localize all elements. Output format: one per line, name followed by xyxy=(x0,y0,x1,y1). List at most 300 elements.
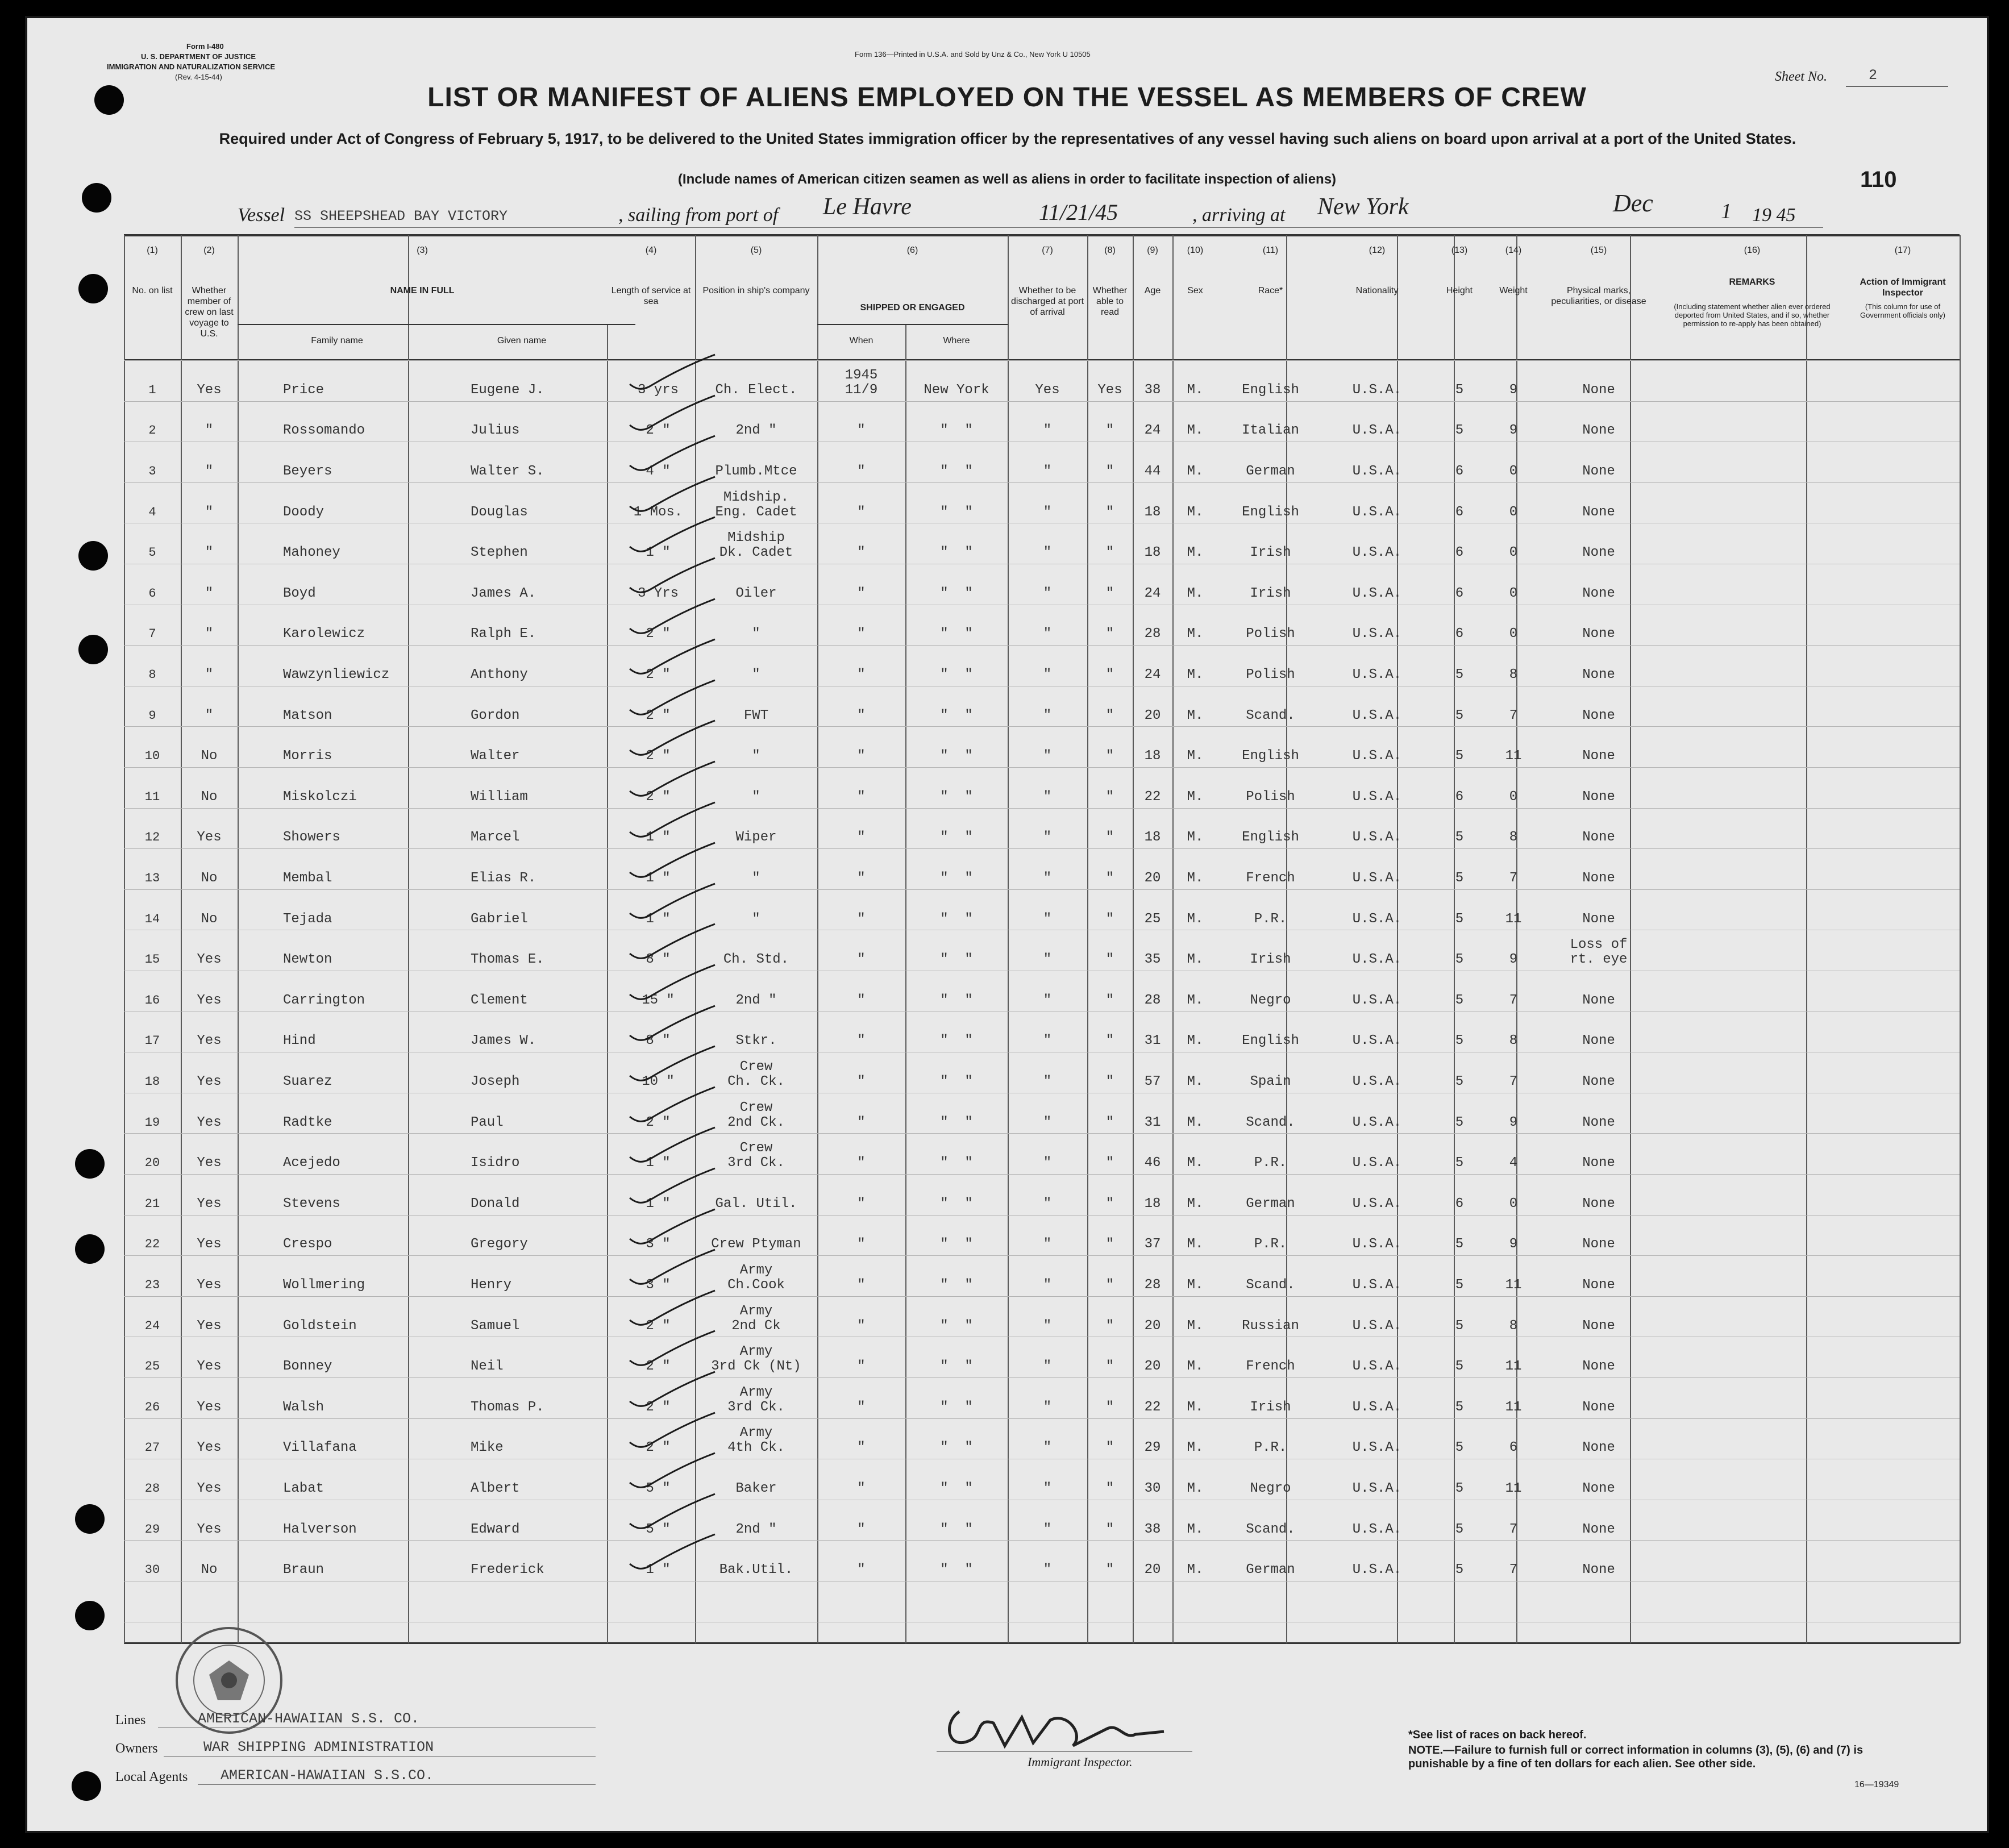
cell-service: 2 " xyxy=(646,789,671,805)
cell-position: Army 3rd Ck (Nt) xyxy=(711,1344,801,1375)
cell-read: " xyxy=(1105,464,1114,479)
row-rule xyxy=(124,726,1960,727)
cell-where: " " xyxy=(940,1033,973,1049)
cell-given: James W. xyxy=(471,1033,536,1049)
cell-when: " xyxy=(857,423,866,439)
cell-weight: 0 xyxy=(1509,464,1518,479)
cell-read: " xyxy=(1105,1237,1114,1252)
cell-no: 16 xyxy=(144,993,160,1008)
cell-service: 1 " xyxy=(646,830,671,846)
cell-prev: Yes xyxy=(197,1155,222,1171)
cell-position: Ch. Std. xyxy=(723,952,789,968)
cell-family: Suarez xyxy=(283,1074,332,1089)
cell-sex: M. xyxy=(1187,1562,1204,1578)
cell-read: " xyxy=(1105,789,1114,805)
cell-given: Julius xyxy=(471,423,520,439)
check-mark xyxy=(624,634,721,679)
cell-height: 5 xyxy=(1455,1318,1464,1334)
column-label: Whether able to read xyxy=(1092,286,1128,317)
cell-given: Neil xyxy=(471,1359,504,1375)
cell-weight: 9 xyxy=(1509,382,1518,398)
cell-read: " xyxy=(1105,1318,1114,1334)
cell-when: " xyxy=(857,626,866,642)
cell-given: Eugene J. xyxy=(471,382,544,398)
cell-no: 2 xyxy=(148,423,156,438)
check-mark xyxy=(624,511,721,557)
cell-age: 30 xyxy=(1144,1481,1161,1496)
check-mark xyxy=(624,715,721,760)
cell-age: 24 xyxy=(1144,585,1161,601)
cell-family: Rossomando xyxy=(283,423,365,439)
row-rule xyxy=(124,808,1960,809)
row-rule xyxy=(124,360,1960,361)
cell-service: 3 " xyxy=(646,1237,671,1252)
cell-position: " xyxy=(752,748,760,764)
cell-nationality: U.S.A. xyxy=(1352,1196,1402,1212)
cell-discharged: " xyxy=(1043,1074,1052,1089)
subtitle: Required under Act of Congress of February 5, 1917, to be delivered to the United States immigration officer by the representatives of any vessel having such aliens on board upon arrival at a port of the United States. xyxy=(219,130,1796,147)
cell-position: 2nd " xyxy=(735,992,777,1008)
cell-height: 5 xyxy=(1455,1114,1464,1130)
cell-discharged: " xyxy=(1043,626,1052,642)
cell-height: 5 xyxy=(1455,1359,1464,1375)
cell-race: Scand. xyxy=(1246,1277,1295,1293)
cell-where: " " xyxy=(940,1521,973,1537)
row-rule xyxy=(124,1174,1960,1175)
cell-sex: M. xyxy=(1187,789,1204,805)
cell-no: 15 xyxy=(144,952,160,967)
cell-discharged: Yes xyxy=(1035,382,1060,398)
column-label: Physical marks, peculiarities, or disease xyxy=(1551,286,1646,306)
table-top-rule xyxy=(124,234,1960,236)
cell-nationality: U.S.A. xyxy=(1352,1318,1402,1334)
cell-marks: None xyxy=(1582,992,1615,1008)
cell-given: Isidro xyxy=(471,1155,520,1171)
check-mark xyxy=(624,878,721,923)
cell-no: 7 xyxy=(148,627,156,642)
cell-race: German xyxy=(1246,1196,1295,1212)
cell-where: " " xyxy=(940,1277,973,1293)
cell-family: Wawzynliewicz xyxy=(283,667,390,682)
cell-read: " xyxy=(1105,1399,1114,1415)
cell-marks: None xyxy=(1582,585,1615,601)
cell-no: 8 xyxy=(148,668,156,682)
cell-service: 2 " xyxy=(646,1359,671,1375)
cell-no: 1 xyxy=(148,382,156,397)
cell-race: English xyxy=(1242,1033,1299,1049)
cell-when: " xyxy=(857,1481,866,1496)
cell-when: " xyxy=(857,871,866,886)
cell-age: 20 xyxy=(1144,1318,1161,1334)
cell-read: " xyxy=(1105,748,1114,764)
column-rule xyxy=(1087,235,1088,1643)
cell-where: " " xyxy=(940,1237,973,1252)
cell-service: 5 " xyxy=(646,1481,671,1496)
failure-note: NOTE.—Failure to furnish full or correct information in columns (3), (5), (6) and (7) is punishable by a fine of ten dollars for each alien. See other side. xyxy=(1408,1744,1864,1770)
column-rule xyxy=(817,235,818,1643)
cell-position: Crew 3rd Ck. xyxy=(727,1141,785,1171)
cell-where: " " xyxy=(940,1318,973,1334)
cell-sex: M. xyxy=(1187,464,1204,479)
cell-service: 2 " xyxy=(646,1399,671,1415)
cell-sex: M. xyxy=(1187,626,1204,642)
cell-height: 5 xyxy=(1455,992,1464,1008)
owners-label: Owners xyxy=(115,1741,158,1756)
cell-marks: None xyxy=(1582,1033,1615,1049)
check-mark xyxy=(624,1325,721,1371)
cell-height: 6 xyxy=(1455,504,1464,520)
cell-position: Crew 2nd Ck. xyxy=(727,1100,785,1130)
cell-race: P.R. xyxy=(1254,1440,1287,1456)
cell-where: " " xyxy=(940,871,973,886)
cell-service: 2 " xyxy=(646,1318,671,1334)
port-from: Le Havre xyxy=(823,194,912,220)
row-rule xyxy=(124,1133,1960,1134)
cell-given: Ralph E. xyxy=(471,626,536,642)
cell-age: 18 xyxy=(1144,1196,1161,1212)
cell-no: 19 xyxy=(144,1115,160,1130)
cell-discharged: " xyxy=(1043,707,1052,723)
cell-height: 5 xyxy=(1455,707,1464,723)
cell-service: 2 " xyxy=(646,626,671,642)
column-subtext: (Including statement whether alien ever ordered deported from United States, and if so, whether permission to re-apply has been obtained) xyxy=(1674,302,1831,328)
cell-age: 18 xyxy=(1144,504,1161,520)
cell-no: 23 xyxy=(144,1278,160,1292)
cell-position: " xyxy=(752,626,760,642)
cell-prev: " xyxy=(205,504,214,520)
cell-race: Russian xyxy=(1242,1318,1299,1334)
cell-sex: M. xyxy=(1187,871,1204,886)
cell-where: " " xyxy=(940,1359,973,1375)
cell-sex: M. xyxy=(1187,748,1204,764)
cell-sex: M. xyxy=(1187,1399,1204,1415)
cell-service: 3 " xyxy=(646,1277,671,1293)
cell-family: Newton xyxy=(283,952,332,968)
cell-where: " " xyxy=(940,464,973,479)
cell-sex: M. xyxy=(1187,382,1204,398)
cell-service: 5 " xyxy=(646,1521,671,1537)
cell-prev: Yes xyxy=(197,1237,222,1252)
column-label: Whether member of crew on last voyage to U.S. xyxy=(185,286,234,339)
cell-age: 24 xyxy=(1144,667,1161,682)
cell-family: Hind xyxy=(283,1033,316,1049)
cell-race: French xyxy=(1246,871,1295,886)
cell-race: Scand. xyxy=(1246,707,1295,723)
cell-when: " xyxy=(857,1277,866,1293)
cell-sex: M. xyxy=(1187,952,1204,968)
voyage-underline xyxy=(294,227,1823,228)
cell-family: Crespo xyxy=(283,1237,332,1252)
cell-service: 1 " xyxy=(646,545,671,561)
cell-when: " xyxy=(857,789,866,805)
column-label: Race* xyxy=(1258,286,1283,295)
cell-position: Midship Dk. Cadet xyxy=(719,530,793,561)
cell-sex: M. xyxy=(1187,1521,1204,1537)
cell-service: 1 " xyxy=(646,1562,671,1578)
cell-family: Wollmering xyxy=(283,1277,365,1293)
column-number: (13) xyxy=(1451,245,1468,255)
cell-no: 22 xyxy=(144,1237,160,1252)
check-mark xyxy=(624,1366,721,1412)
cell-family: Beyers xyxy=(283,464,332,479)
cell-position: " xyxy=(752,789,760,805)
cell-discharged: " xyxy=(1043,545,1052,561)
cell-position: Wiper xyxy=(735,830,777,846)
cell-age: 35 xyxy=(1144,952,1161,968)
cell-prev: No xyxy=(201,1562,218,1578)
cell-sex: M. xyxy=(1187,1440,1204,1456)
cell-nationality: U.S.A. xyxy=(1352,1114,1402,1130)
check-mark xyxy=(624,918,721,964)
cell-read: " xyxy=(1105,667,1114,682)
cell-height: 5 xyxy=(1455,382,1464,398)
check-mark xyxy=(624,1000,721,1049)
cell-prev: Yes xyxy=(197,1074,222,1089)
column-number: (9) xyxy=(1147,245,1158,255)
cell-marks: None xyxy=(1582,830,1615,846)
cell-family: Matson xyxy=(283,707,332,723)
cell-age: 20 xyxy=(1144,1562,1161,1578)
cell-weight: 7 xyxy=(1509,1074,1518,1089)
cell-marks: None xyxy=(1582,1237,1615,1252)
cell-weight: 0 xyxy=(1509,626,1518,642)
cell-weight: 0 xyxy=(1509,789,1518,805)
column-label: Action of Immigrant Inspector xyxy=(1860,277,1946,298)
cell-height: 6 xyxy=(1455,1196,1464,1212)
cell-when: " xyxy=(857,545,866,561)
cell-when: " xyxy=(857,585,866,601)
cell-no: 25 xyxy=(144,1359,160,1374)
arrival-day: 1 xyxy=(1721,199,1732,223)
cell-age: 20 xyxy=(1144,707,1161,723)
cell-read: " xyxy=(1105,585,1114,601)
cell-prev: Yes xyxy=(197,830,222,846)
cell-nationality: U.S.A. xyxy=(1352,830,1402,846)
cell-race: English xyxy=(1242,382,1299,398)
cell-given: Anthony xyxy=(471,667,528,682)
punch-hole xyxy=(75,1504,105,1534)
cell-age: 25 xyxy=(1144,911,1161,927)
cell-prev: " xyxy=(205,464,214,479)
cell-where: " " xyxy=(940,545,973,561)
cell-when: " xyxy=(857,1033,866,1049)
cell-given: Elias R. xyxy=(471,871,536,886)
cell-read: " xyxy=(1105,1359,1114,1375)
cell-family: Boyd xyxy=(283,585,316,601)
cell-given: Walter xyxy=(471,748,520,764)
column-rule xyxy=(1960,235,1961,1643)
page-title: LIST OR MANIFEST OF ALIENS EMPLOYED ON THE VESSEL AS MEMBERS OF CREW xyxy=(427,82,1587,113)
column-number: (2) xyxy=(203,245,215,255)
cell-prev: " xyxy=(205,626,214,642)
date-sailed: 11/21/45 xyxy=(1039,199,1118,225)
cell-where: " " xyxy=(940,626,973,642)
cell-height: 5 xyxy=(1455,1033,1464,1049)
cell-discharged: " xyxy=(1043,911,1052,927)
cell-sex: M. xyxy=(1187,1033,1204,1049)
cell-nationality: U.S.A. xyxy=(1352,585,1402,601)
check-mark xyxy=(624,349,721,394)
cell-weight: 9 xyxy=(1509,423,1518,439)
cell-position: Army 2nd Ck xyxy=(731,1303,781,1334)
cell-nationality: U.S.A. xyxy=(1352,1155,1402,1171)
punch-hole xyxy=(75,1601,105,1630)
agents-underline xyxy=(198,1784,596,1785)
row-rule xyxy=(124,1255,1960,1256)
column-number: (7) xyxy=(1042,245,1053,255)
cell-weight: 0 xyxy=(1509,1196,1518,1212)
cell-family: Miskolczi xyxy=(283,789,357,805)
cell-race: P.R. xyxy=(1254,1155,1287,1171)
check-mark xyxy=(624,1488,721,1534)
column-rule xyxy=(1397,235,1398,1643)
check-mark xyxy=(624,430,721,476)
cell-position: 2nd " xyxy=(735,423,777,439)
cell-race: English xyxy=(1242,830,1299,846)
cell-prev: Yes xyxy=(197,382,222,398)
cell-family: Labat xyxy=(283,1481,325,1496)
column-rule xyxy=(1286,235,1287,1643)
cell-marks: None xyxy=(1582,667,1615,682)
cell-service: 2 " xyxy=(646,707,671,723)
cell-no: 13 xyxy=(144,871,160,885)
cell-weight: 4 xyxy=(1509,1155,1518,1171)
cell-where: New York xyxy=(924,382,989,398)
cell-service: 3 yrs xyxy=(637,382,679,398)
cell-weight: 8 xyxy=(1509,830,1518,846)
column-rule xyxy=(1516,235,1517,1643)
cell-when: " xyxy=(857,1440,866,1456)
cell-sex: M. xyxy=(1187,545,1204,561)
column-label: Whether to be discharged at port of arrival xyxy=(1010,286,1084,317)
cell-given: Joseph xyxy=(471,1074,520,1089)
cell-position: Ch. Elect. xyxy=(715,382,797,398)
column-sublabel: Given name xyxy=(497,336,547,346)
cell-prev: Yes xyxy=(197,1399,222,1415)
cell-service: 2 " xyxy=(646,1440,671,1456)
column-label: REMARKS xyxy=(1729,277,1775,287)
cell-given: Donald xyxy=(471,1196,520,1212)
row-rule xyxy=(124,1418,1960,1419)
check-mark xyxy=(624,1407,721,1452)
cell-discharged: " xyxy=(1043,1359,1052,1375)
row-rule xyxy=(124,848,1960,849)
cell-sex: M. xyxy=(1187,1481,1204,1496)
cell-age: 28 xyxy=(1144,1277,1161,1293)
cell-where: " " xyxy=(940,952,973,968)
cell-discharged: " xyxy=(1043,1237,1052,1252)
cell-where: " " xyxy=(940,1155,973,1171)
cell-marks: None xyxy=(1582,871,1615,886)
cell-sex: M. xyxy=(1187,707,1204,723)
cell-prev: Yes xyxy=(197,1521,222,1537)
cell-family: Mahoney xyxy=(283,545,340,561)
cell-race: Irish xyxy=(1250,585,1291,601)
cell-nationality: U.S.A. xyxy=(1352,1033,1402,1049)
cell-race: English xyxy=(1242,748,1299,764)
cell-marks: None xyxy=(1582,382,1615,398)
column-rule xyxy=(1172,235,1174,1643)
punch-hole xyxy=(75,1234,105,1264)
cell-read: " xyxy=(1105,1033,1114,1049)
check-mark xyxy=(624,1122,721,1167)
cell-position: Bak.Util. xyxy=(719,1562,793,1578)
cell-given: Stephen xyxy=(471,545,528,561)
cell-discharged: " xyxy=(1043,1196,1052,1212)
cell-when: " xyxy=(857,707,866,723)
cell-height: 5 xyxy=(1455,911,1464,927)
cell-discharged: " xyxy=(1043,1562,1052,1578)
row-rule xyxy=(124,1540,1960,1541)
cell-no: 11 xyxy=(144,789,160,804)
cell-read: " xyxy=(1105,1114,1114,1130)
cell-discharged: " xyxy=(1043,1114,1052,1130)
cell-height: 5 xyxy=(1455,1562,1464,1578)
cell-sex: M. xyxy=(1187,667,1204,682)
port-to: New York xyxy=(1317,194,1409,220)
row-rule xyxy=(124,1296,1960,1297)
check-mark xyxy=(624,1040,721,1086)
cell-discharged: " xyxy=(1043,585,1052,601)
cell-read: " xyxy=(1105,1440,1114,1456)
cell-discharged: " xyxy=(1043,667,1052,682)
cell-age: 20 xyxy=(1144,871,1161,886)
cell-weight: 8 xyxy=(1509,1033,1518,1049)
cell-when: " xyxy=(857,1318,866,1334)
cell-height: 5 xyxy=(1455,1237,1464,1252)
cell-position: " xyxy=(752,911,760,927)
cell-prev: Yes xyxy=(197,1277,222,1293)
cell-weight: 0 xyxy=(1509,585,1518,601)
cell-position: Plumb.Mtce xyxy=(715,464,797,479)
column-number: (15) xyxy=(1590,245,1607,255)
cell-marks: None xyxy=(1582,707,1615,723)
column-sublabel: When xyxy=(849,336,874,346)
check-mark xyxy=(624,837,721,883)
cell-where: " " xyxy=(940,911,973,927)
cell-given: Marcel xyxy=(471,830,520,846)
cell-age: 57 xyxy=(1144,1074,1161,1089)
cell-height: 6 xyxy=(1455,464,1464,479)
form-id: Form I-480 xyxy=(186,42,224,51)
cell-age: 38 xyxy=(1144,1521,1161,1537)
cell-prev: Yes xyxy=(197,1318,222,1334)
cell-weight: 8 xyxy=(1509,667,1518,682)
cell-age: 31 xyxy=(1144,1033,1161,1049)
cell-no: 27 xyxy=(144,1441,160,1455)
column-number: (1) xyxy=(147,245,158,255)
cell-marks: None xyxy=(1582,1196,1615,1212)
column-number: (8) xyxy=(1104,245,1116,255)
cell-read: " xyxy=(1105,626,1114,642)
cell-nationality: U.S.A. xyxy=(1352,1399,1402,1415)
check-mark xyxy=(624,1204,721,1249)
cell-service: 8 " xyxy=(646,952,671,968)
cell-height: 6 xyxy=(1455,626,1464,642)
check-mark xyxy=(624,675,721,720)
cell-marks: None xyxy=(1582,1074,1615,1089)
column-rule xyxy=(1806,235,1807,1643)
cell-marks: None xyxy=(1582,545,1615,561)
cell-discharged: " xyxy=(1043,504,1052,520)
cell-read: " xyxy=(1105,1521,1114,1537)
cell-nationality: U.S.A. xyxy=(1352,667,1402,682)
column-label: Age xyxy=(1144,286,1161,295)
cell-when: " xyxy=(857,1074,866,1089)
cell-height: 6 xyxy=(1455,585,1464,601)
cell-no: 6 xyxy=(148,586,156,601)
cell-read: " xyxy=(1105,1277,1114,1293)
